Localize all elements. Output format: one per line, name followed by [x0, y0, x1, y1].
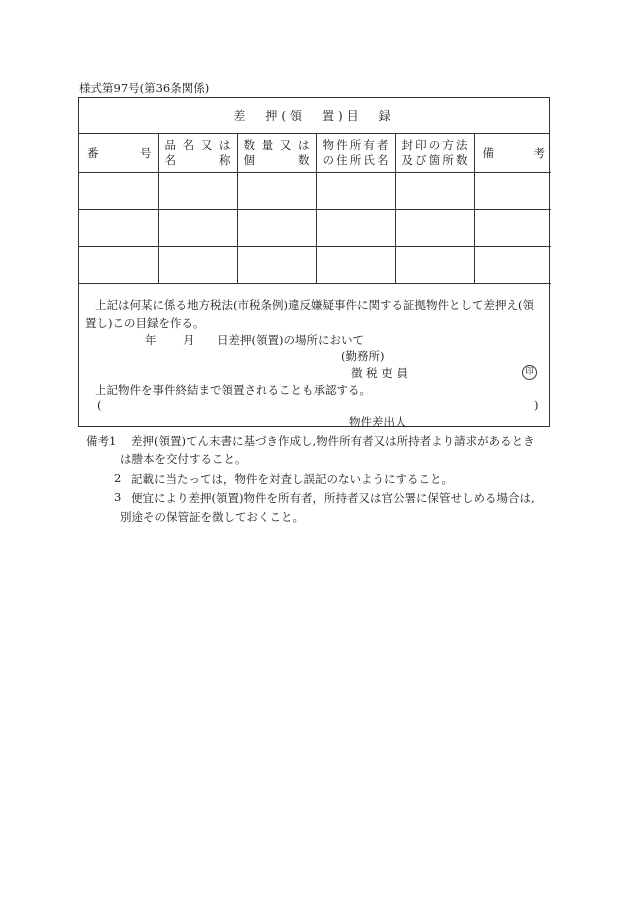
consent-line: 上記物件を事件終結まで領置されることも承認する。 — [95, 383, 371, 397]
header-quantity-line1: 数量又は — [243, 137, 310, 152]
statement-line-2: 置し)この目録を作る。 — [85, 316, 205, 330]
form-title: 差 押(領 置)目 録 — [79, 98, 549, 134]
table-cell[interactable] — [237, 209, 316, 246]
header-owner-line2: の住所氏名 — [322, 152, 389, 167]
inventory-form-frame — [78, 97, 550, 427]
table-cell[interactable] — [316, 172, 395, 209]
date-day-place: 日差押(領置)の場所において — [217, 333, 364, 347]
note-2-number: 2 — [114, 471, 122, 485]
date-month: 月 — [183, 333, 195, 347]
table-cell[interactable] — [474, 172, 551, 209]
header-item-name-line2: 名 称 — [164, 152, 231, 167]
inventory-table — [79, 134, 551, 284]
header-seal-method-line2: 及び箇所数 — [401, 152, 468, 167]
table-cell[interactable] — [237, 246, 316, 283]
header-row — [79, 134, 551, 172]
header-quantity-line2: 個 数 — [243, 152, 310, 167]
note-3-number: 3 — [114, 490, 122, 504]
table-cell[interactable] — [395, 209, 474, 246]
header-owner-line1: 物件所有者 — [322, 137, 389, 152]
header-number — [79, 134, 158, 172]
table-cell[interactable] — [158, 172, 237, 209]
table-cell[interactable] — [474, 246, 551, 283]
note-1-text: 差押(領置)てん末書に基づき作成し,物件所有者又は所持者より請求があるとき — [131, 434, 535, 448]
date-year: 年 — [145, 333, 157, 347]
header-remarks-a: 備 — [482, 145, 494, 160]
table-cell[interactable] — [158, 209, 237, 246]
header-number-b: 号 — [140, 145, 152, 160]
header-seal-method-line1: 封印の方法 — [401, 137, 468, 152]
statement-section — [79, 285, 549, 427]
header-quantity — [237, 134, 316, 172]
submitter-label: 物件差出人 — [349, 415, 407, 429]
header-remarks-b: 考 — [533, 145, 545, 160]
note-3-continued: 別途その保管証を徴しておくこと。 — [120, 510, 304, 524]
note-3-text: 便宜により差押(領置)物件を所有者，所持者又は官公署に保管せしめる場合は, — [131, 491, 535, 505]
note-2-text: 記載に当たっては，物件を対査し誤記のないようにすること。 — [131, 472, 453, 486]
seal-icon: 印 — [522, 365, 537, 380]
header-item-name — [158, 134, 237, 172]
table-cell[interactable] — [316, 209, 395, 246]
table-cell[interactable] — [237, 172, 316, 209]
form-label: 様式第97号(第36条関係) — [79, 81, 210, 95]
note-1-number: 備考1 — [86, 434, 117, 448]
header-number-a: 番 — [87, 145, 99, 160]
table-cell[interactable] — [474, 209, 551, 246]
table-cell[interactable] — [395, 172, 474, 209]
note-1-continued: は謄本を交付すること。 — [120, 452, 247, 466]
table-row — [79, 246, 551, 283]
paren-close: ) — [534, 398, 539, 412]
table-cell[interactable] — [79, 172, 158, 209]
statement-line-1: 上記は何某に係る地方税法(市税条例)違反嫌疑事件に関する証拠物件として差押え(領 — [95, 298, 534, 312]
table-cell[interactable] — [395, 246, 474, 283]
table-cell[interactable] — [158, 246, 237, 283]
table-cell[interactable] — [316, 246, 395, 283]
table-row — [79, 209, 551, 246]
table-cell[interactable] — [79, 246, 158, 283]
table-row — [79, 172, 551, 209]
header-item-name-line1: 品名又は — [164, 137, 231, 152]
header-owner — [316, 134, 395, 172]
office-label: (勤務所) — [341, 349, 385, 363]
table-cell[interactable] — [79, 209, 158, 246]
header-remarks — [474, 134, 551, 172]
paren-open: ( — [97, 398, 102, 412]
header-seal-method — [395, 134, 474, 172]
tax-official-label: 徴 税 吏 員 — [351, 366, 408, 380]
